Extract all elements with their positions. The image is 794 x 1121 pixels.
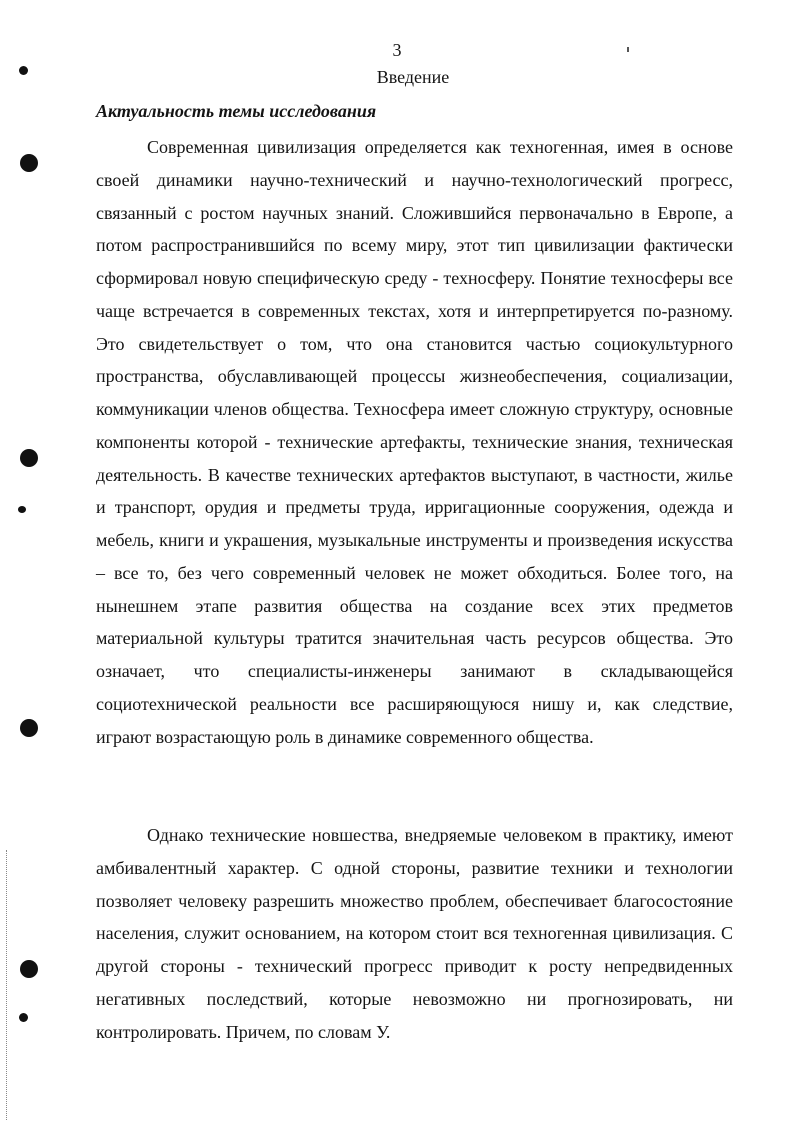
binding-hole: [20, 449, 38, 467]
binding-hole: [19, 1013, 28, 1022]
body-paragraph: Однако технические новшества, внедряемые человеком в практику, имеют амбивалентный характер. С одной стороны, развитие техники и технологии позволяет человеку разрешить множество проблем, обеспечивает благосостояние населения, служит основанием, на котором стоит вся техногенная цивилизация. С другой стороны - технический прогресс приводит к росту непредвиденных негативных последствий, которые невозможно ни прогнозировать, ни контролировать. Причем, по словам У.: [96, 825, 733, 1042]
binding-hole: [18, 506, 26, 513]
section-title: Актуальность темы исследования: [96, 101, 377, 121]
page-number: 3: [392, 40, 402, 60]
binding-hole: [20, 154, 38, 172]
page-heading: Введение: [376, 67, 450, 87]
binding-hole: [20, 719, 38, 737]
binding-hole: [20, 960, 38, 978]
margin-line: [6, 850, 7, 1120]
body-paragraph: Современная цивилизация определяется как техногенная, имея в основе своей динамики научно-технический и научно-технологический прогресс, связанный с ростом научных знаний. Сложившийся первоначально в Европе, а потом распространившийся по всему миру, этот тип цивилизации фактически сформировал новую специфическую среду - техносферу. Понятие техносферы все чаще встречается в современных текстах, хотя и интерпретируется по-разному. Это свидетельствует о том, что она становится частью социокультурного пространства, обуславливающей процессы жизнеобеспечения, социализации, коммуникации членов общества. Техносфера имеет сложную структуру, основные компоненты которой - технические артефакты, технические знания, техническая деятельность. В качестве технических артефактов выступают, в частности, жилье и транспорт, орудия и предметы труда, ирригационные сооружения, одежда и мебель, книги и украшения, музыкальные инструменты и произведения искусства – все то, без чего современный человек не может обходиться. Более того, на нынешнем этапе развития общества на создание всех этих предметов материальной культуры тратится значительная часть ресурсов общества. Это означает, что специалисты-инженеры занимают в складывающейся социотехнической реальности все расширяющуюся нишу и, как следствие, играют возрастающую роль в динамике современного общества.: [96, 137, 733, 747]
